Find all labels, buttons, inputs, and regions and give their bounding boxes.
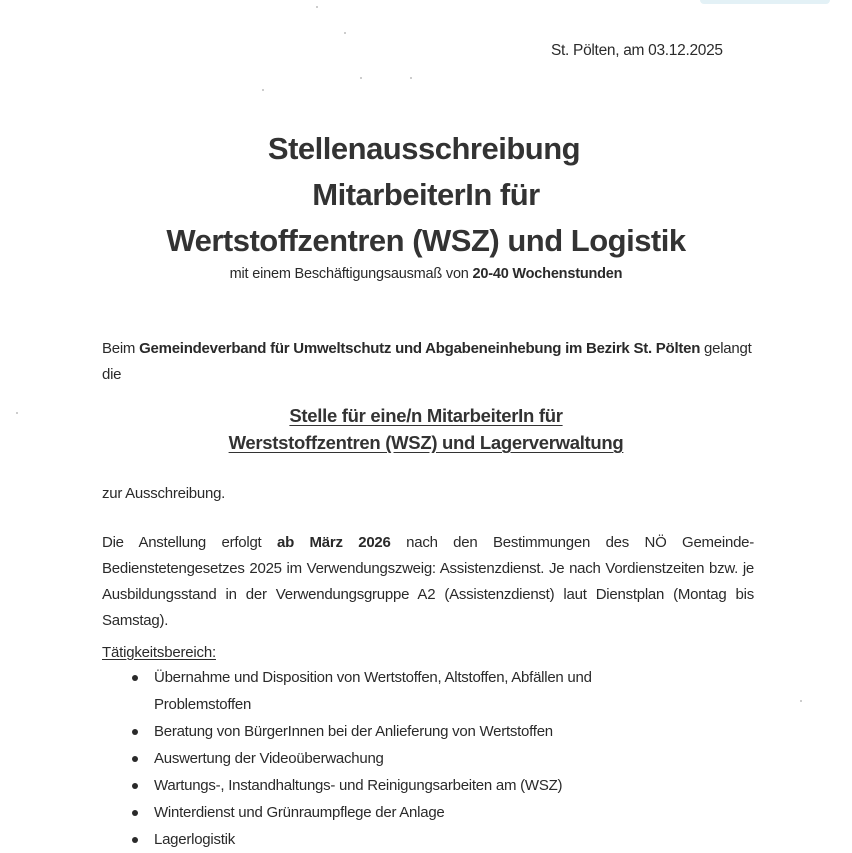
ausschreibung-line: zur Ausschreibung.: [102, 485, 226, 502]
scan-artifact-strip: [700, 0, 830, 4]
scan-speck: [316, 6, 318, 8]
employment-extent: [0, 266, 852, 282]
position-line-2: Werststoffzentren (WSZ) und Lagerverwaltung: [228, 432, 624, 453]
subtitle-prefix: mit einem Beschäftigungsausmaß von: [229, 266, 473, 282]
task-item: Winterdienst und Grünraumpflege der Anlage: [102, 799, 624, 826]
scan-speck: [410, 77, 412, 79]
title-line-1: Stellenausschreibung: [267, 131, 581, 166]
scan-speck: [262, 89, 264, 91]
place-date: St. Pölten, am 03.12.2025: [551, 42, 723, 59]
organization-name: Gemeindeverband für Umweltschutz und Abgabeneinhebung im Bezirk St. Pölten: [139, 340, 701, 357]
employment-text: nach den Bestimmungen des NÖ Gemeinde-Bedienstetengesetzes 2025 im Verwendungszweig: Assistenzdienst. Je nach Vordienstzeiten bzw. je Ausbildungsstand in der Verwendungsgruppe A2 (Assistenzdienst) laut Dienstplan (Montag bis Samstag).: [102, 534, 755, 629]
position-line-1: Stelle für eine/n MitarbeiterIn für: [289, 405, 563, 426]
document-title: [0, 126, 852, 282]
task-item: Beratung von BürgerInnen bei der Anlieferung von Wertstoffen: [102, 718, 624, 745]
task-list: [102, 664, 754, 853]
tasks-heading: Tätigkeitsbereich:: [102, 644, 216, 661]
employment-prefix: Die Anstellung erfolgt: [102, 534, 277, 551]
position-title: [0, 402, 852, 456]
title-line-2: MitarbeiterIn für: [312, 177, 540, 212]
title-line-3: Wertstoffzentren (WSZ) und Logistik: [166, 223, 686, 258]
start-date: ab März 2026: [277, 534, 391, 551]
task-item: Auswertung der Videoüberwachung: [102, 745, 624, 772]
task-item: Wartungs-, Instandhaltungs- und Reinigungsarbeiten am (WSZ): [102, 772, 624, 799]
scan-speck: [800, 700, 802, 702]
employment-paragraph: [102, 530, 754, 634]
task-item: Übernahme und Disposition von Wertstoffen, Altstoffen, Abfällen und Problemstoffen: [102, 664, 624, 718]
scan-speck: [360, 77, 362, 79]
weekly-hours: 20-40 Wochenstunden: [472, 266, 623, 282]
intro-paragraph: [102, 336, 754, 388]
task-item: Lagerlogistik: [102, 826, 624, 853]
intro-prefix: Beim: [102, 340, 140, 357]
scan-speck: [344, 32, 346, 34]
intro-suffix: gelangt die: [102, 340, 752, 383]
